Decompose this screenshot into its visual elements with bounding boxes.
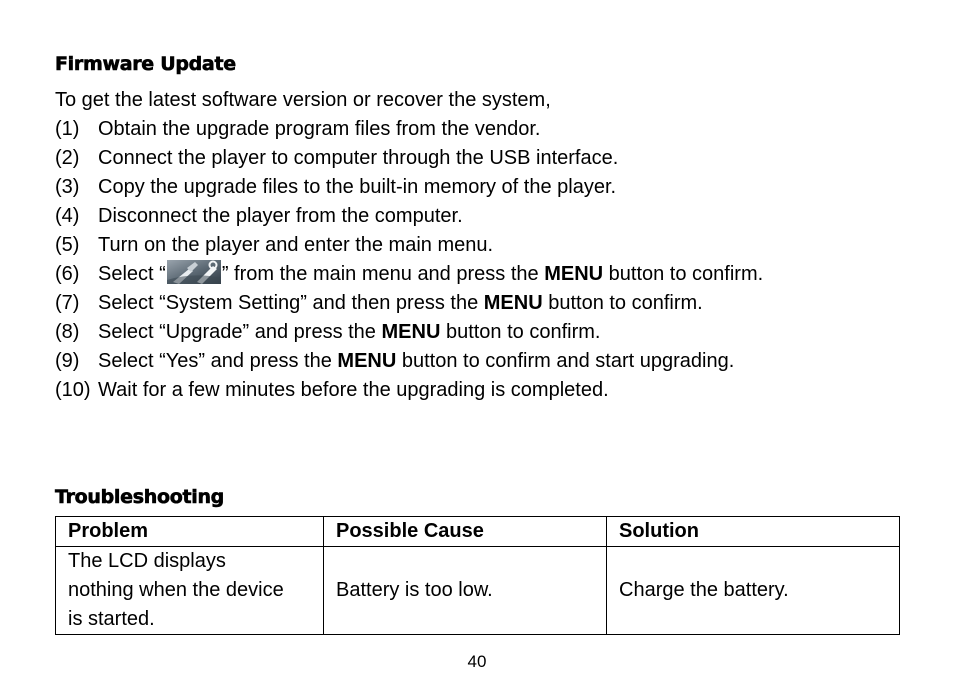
troubleshooting-heading: Troubleshooting [55,486,224,508]
step-number: (10) [55,379,91,401]
column-header-possible-cause: Possible Cause [324,517,607,547]
step-text: Disconnect the player from the computer. [98,205,463,227]
step-text-pre: Select “ [98,263,166,285]
step-number: (5) [55,234,80,256]
step-text [98,318,600,347]
step-number: (9) [55,350,80,372]
step-3 [55,173,763,202]
page-number: 40 [467,652,487,671]
settings-tools-icon [167,260,221,284]
column-header-solution: Solution [607,517,900,547]
step-text-pre: Select “Yes” and press the [98,350,338,372]
firmware-update-heading: Firmware Update [55,53,236,75]
step-number: (8) [55,321,80,343]
step-number: (1) [55,118,80,140]
table-row [56,547,900,635]
problem-line: nothing when the device [68,579,284,601]
step-2 [55,144,763,173]
step-text-pre: Select “System Setting” and then press the [98,292,484,314]
menu-button-label: MENU [337,350,397,372]
step-8 [55,318,763,347]
step-number: (4) [55,205,80,227]
step-number: (3) [55,176,80,198]
step-10 [55,376,763,405]
step-text: Copy the upgrade files to the built-in memory of the player. [98,176,617,198]
problem-line: The LCD displays [68,550,226,572]
step-1 [55,115,763,144]
firmware-intro: To get the latest software version or recover the system, [55,89,551,111]
step-text [98,347,734,376]
column-header-problem: Problem [56,517,324,547]
step-7 [55,289,763,318]
step-text [98,260,763,289]
step-9 [55,347,763,376]
menu-button-label: MENU [483,292,543,314]
step-text-post: button to confirm. [603,263,764,285]
solution-cell: Charge the battery. [607,547,900,635]
step-number: (7) [55,292,80,314]
menu-button-label: MENU [381,321,441,343]
step-text-post: button to confirm and start upgrading. [396,350,735,372]
problem-line: is started. [68,608,155,630]
step-text-post: button to confirm. [440,321,601,343]
step-text: Wait for a few minutes before the upgrading is completed. [98,379,609,401]
step-text: Obtain the upgrade program files from the vendor. [98,118,541,140]
step-number: (6) [55,263,80,285]
cause-cell: Battery is too low. [324,547,607,635]
table-header-row [56,517,900,547]
troubleshooting-table [55,516,900,635]
firmware-steps-list [55,115,763,405]
step-text-post: button to confirm. [542,292,703,314]
step-6 [55,260,763,289]
step-text [98,289,703,318]
step-text: Connect the player to computer through the USB interface. [98,147,619,169]
step-text-pre: Select “Upgrade” and press the [98,321,382,343]
step-5 [55,231,763,260]
step-text: Turn on the player and enter the main menu. [98,234,494,256]
menu-button-label: MENU [544,263,604,285]
problem-cell [56,547,324,635]
step-number: (2) [55,147,80,169]
step-text-mid: ” from the main menu and press the [221,263,545,285]
step-4 [55,202,763,231]
